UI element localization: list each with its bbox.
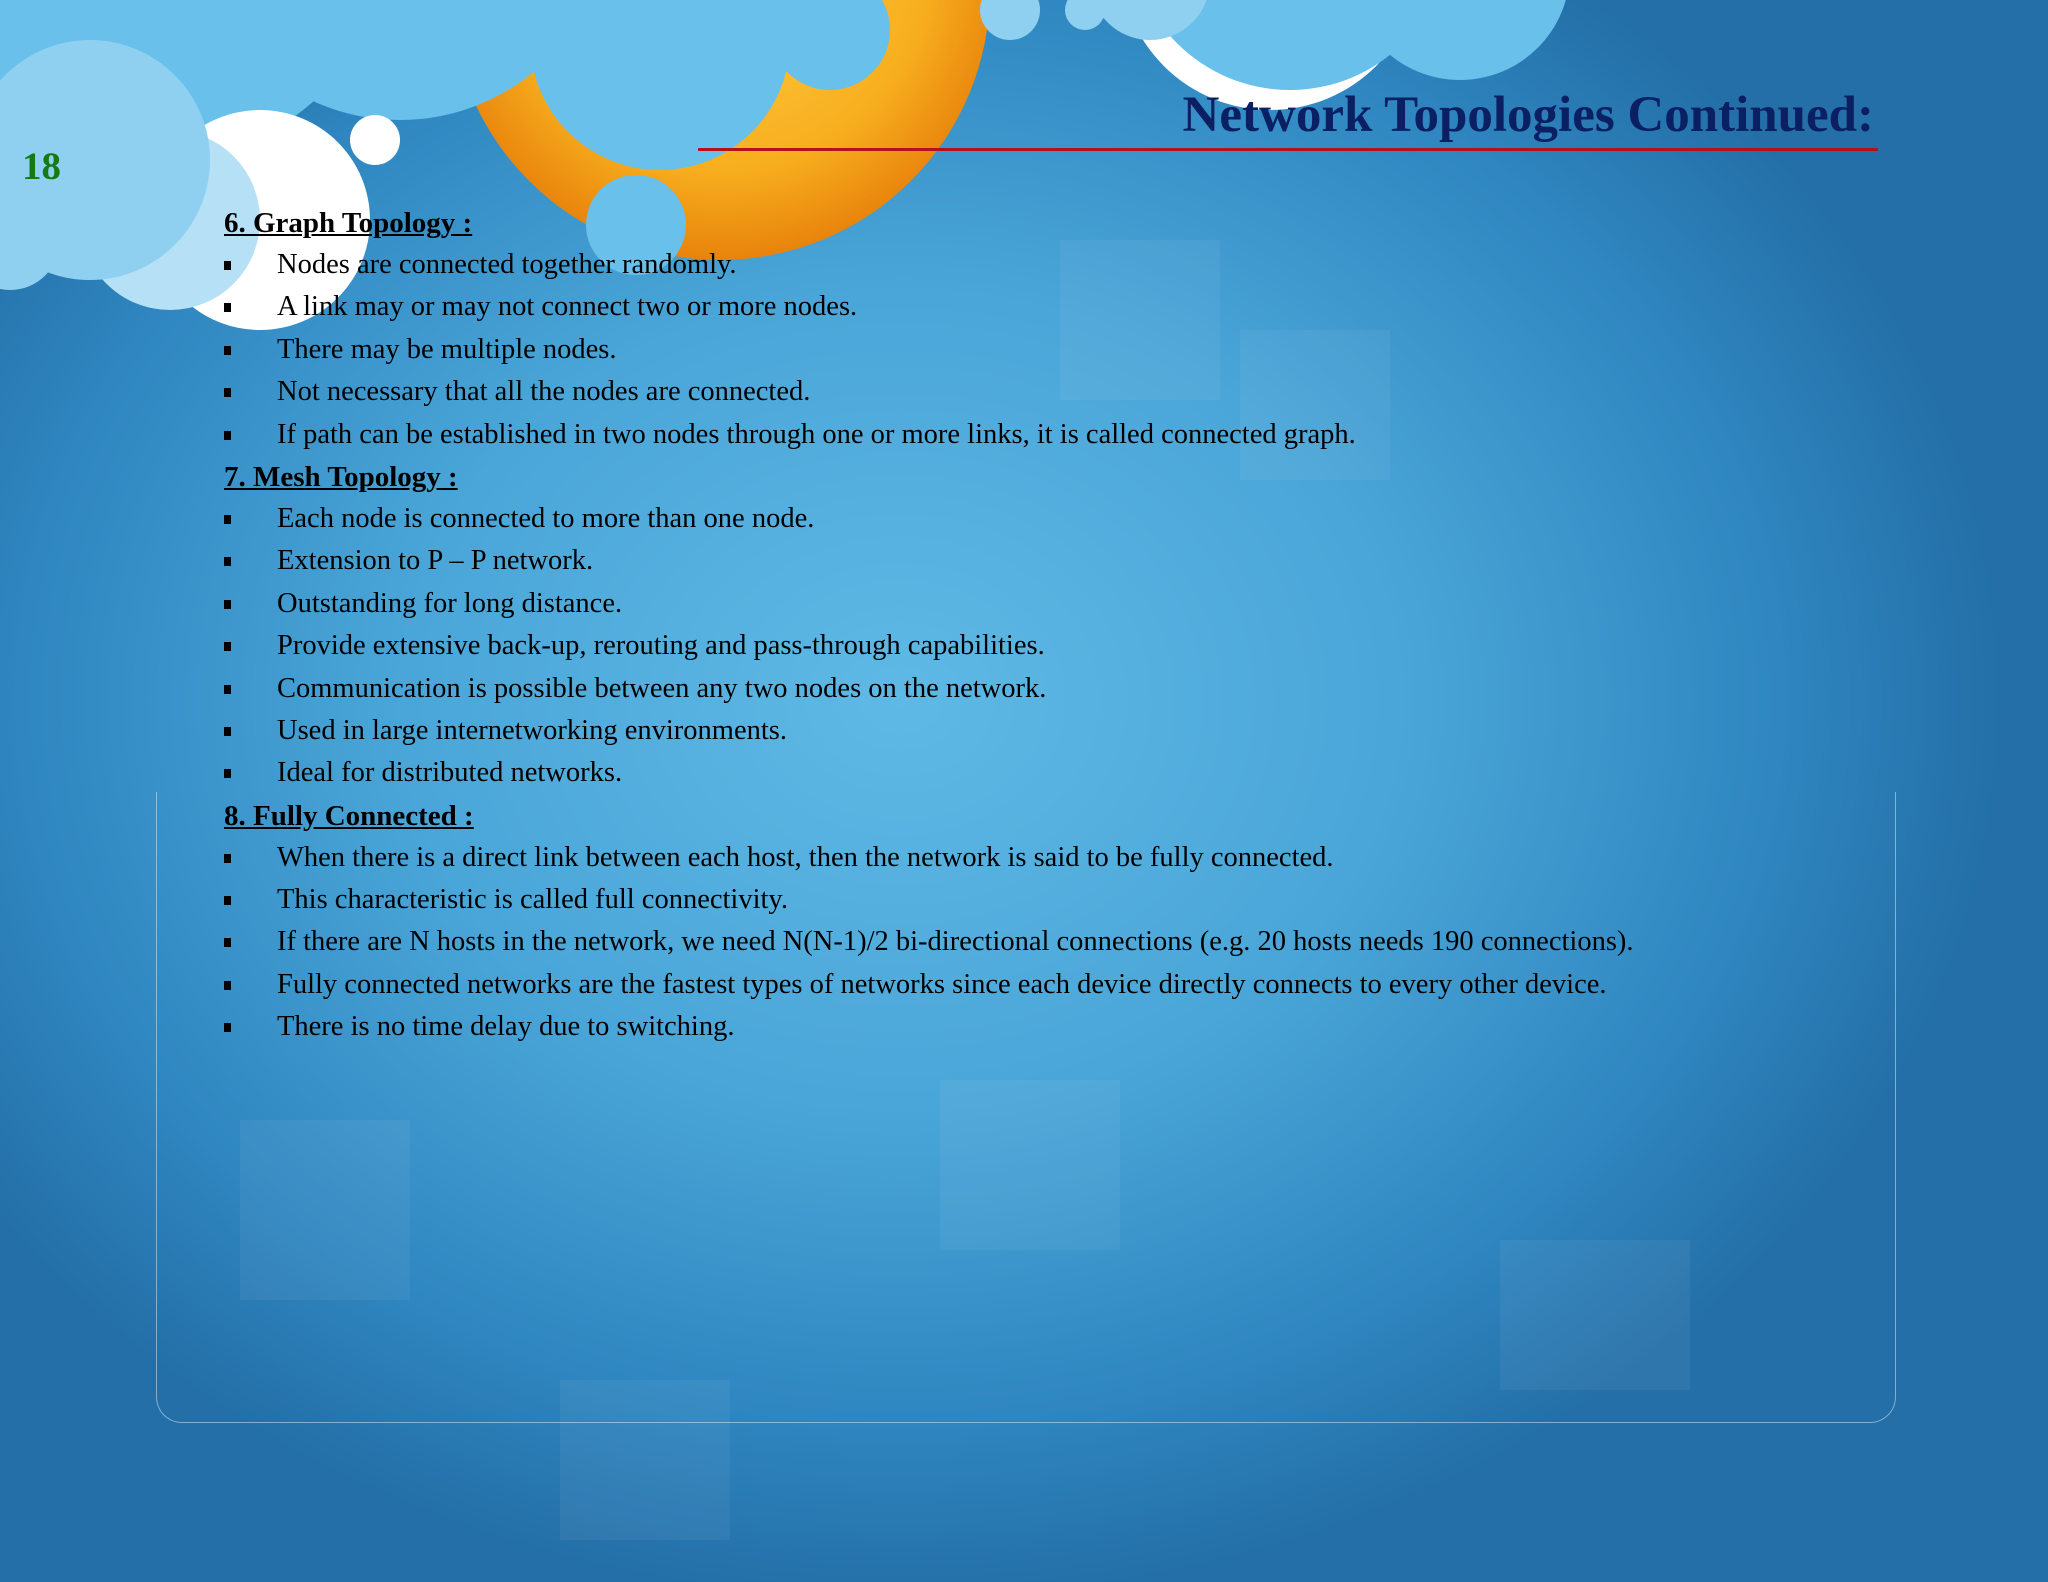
bullet-text: There is no time delay due to switching.: [277, 1011, 735, 1043]
square-bullet-icon: [224, 854, 231, 863]
bullet-list: [224, 498, 1924, 795]
section-heading: 7. Mesh Topology :: [224, 460, 458, 493]
bullet-text: A link may or may not connect two or more nodes.: [277, 291, 858, 323]
square-bullet-icon: [224, 261, 231, 270]
bullet-item: [224, 414, 1924, 456]
bullet-item: [224, 244, 1924, 286]
bullet-item: [224, 837, 1924, 879]
bullet-text: There may be multiple nodes.: [277, 333, 617, 365]
square-bullet-icon: [224, 1023, 231, 1032]
page-number: 18: [22, 145, 61, 188]
bullet-text: If path can be established in two nodes through one or more links, it is called connected graph.: [277, 418, 1356, 450]
section: [224, 202, 1924, 456]
square-bullet-icon: [224, 600, 231, 609]
bullet-text: If there are N hosts in the network, we need N(N-1)/2 bi-directional connections (e.g. 20 hosts needs 190 connections).: [277, 926, 1634, 958]
bullet-text: Fully connected networks are the fastest types of networks since each device directly connects to every other device.: [277, 968, 1607, 1000]
section: [224, 795, 1924, 1049]
square-bullet-icon: [224, 303, 231, 312]
square-bullet-icon: [224, 388, 231, 397]
square-bullet-icon: [224, 685, 231, 694]
bullet-list: [224, 244, 1924, 456]
square-bullet-icon: [224, 769, 231, 778]
bullet-item: [224, 371, 1924, 413]
square-bullet-icon: [224, 557, 231, 566]
square-bullet-icon: [224, 981, 231, 990]
bullet-item: [224, 540, 1924, 582]
square-bullet-icon: [224, 515, 231, 524]
bullet-item: [224, 498, 1924, 540]
square-bullet-icon: [224, 938, 231, 947]
bullet-text: Outstanding for long distance.: [277, 587, 623, 619]
bullet-text: This characteristic is called full connectivity.: [277, 884, 788, 916]
section-heading: 6. Graph Topology :: [224, 207, 473, 239]
bullet-item: [224, 286, 1924, 328]
slide-title: Network Topologies Continued:: [1182, 87, 1874, 143]
square-bullet-icon: [224, 642, 231, 651]
bullet-item: [224, 625, 1924, 667]
bullet-text: Ideal for distributed networks.: [277, 757, 623, 789]
bullet-text: Extension to P – P network.: [277, 545, 594, 577]
bullet-text: Nodes are connected together randomly.: [277, 249, 737, 280]
bullet-text: Not necessary that all the nodes are connected.: [277, 376, 811, 408]
bullet-list: [224, 837, 1924, 1049]
square-bullet-icon: [224, 346, 231, 355]
bullet-item: [224, 583, 1924, 625]
bullet-item: [224, 668, 1924, 710]
slide-content: [224, 202, 1924, 1049]
bullet-text: Communication is possible between any two nodes on the network.: [277, 672, 1047, 704]
bullet-item: [224, 752, 1924, 794]
bullet-text: When there is a direct link between each host, then the network is said to be fully connected.: [277, 841, 1334, 873]
bullet-item: [224, 921, 1924, 963]
title-underline: [698, 148, 1878, 151]
square-bullet-icon: [224, 896, 231, 905]
bullet-item: [224, 879, 1924, 921]
section: [224, 456, 1924, 795]
square-bullet-icon: [224, 727, 231, 736]
bullet-text: Used in large internetworking environments.: [277, 714, 787, 746]
section-heading: 8. Fully Connected :: [224, 799, 474, 832]
bullet-item: [224, 329, 1924, 371]
bullet-item: [224, 710, 1924, 752]
bullet-text: Provide extensive back-up, rerouting and pass-through capabilities.: [277, 630, 1045, 662]
square-bullet-icon: [224, 431, 231, 440]
bullet-item: [224, 964, 1924, 1006]
bullet-text: Each node is connected to more than one node.: [277, 502, 815, 534]
bullet-item: [224, 1006, 1924, 1048]
